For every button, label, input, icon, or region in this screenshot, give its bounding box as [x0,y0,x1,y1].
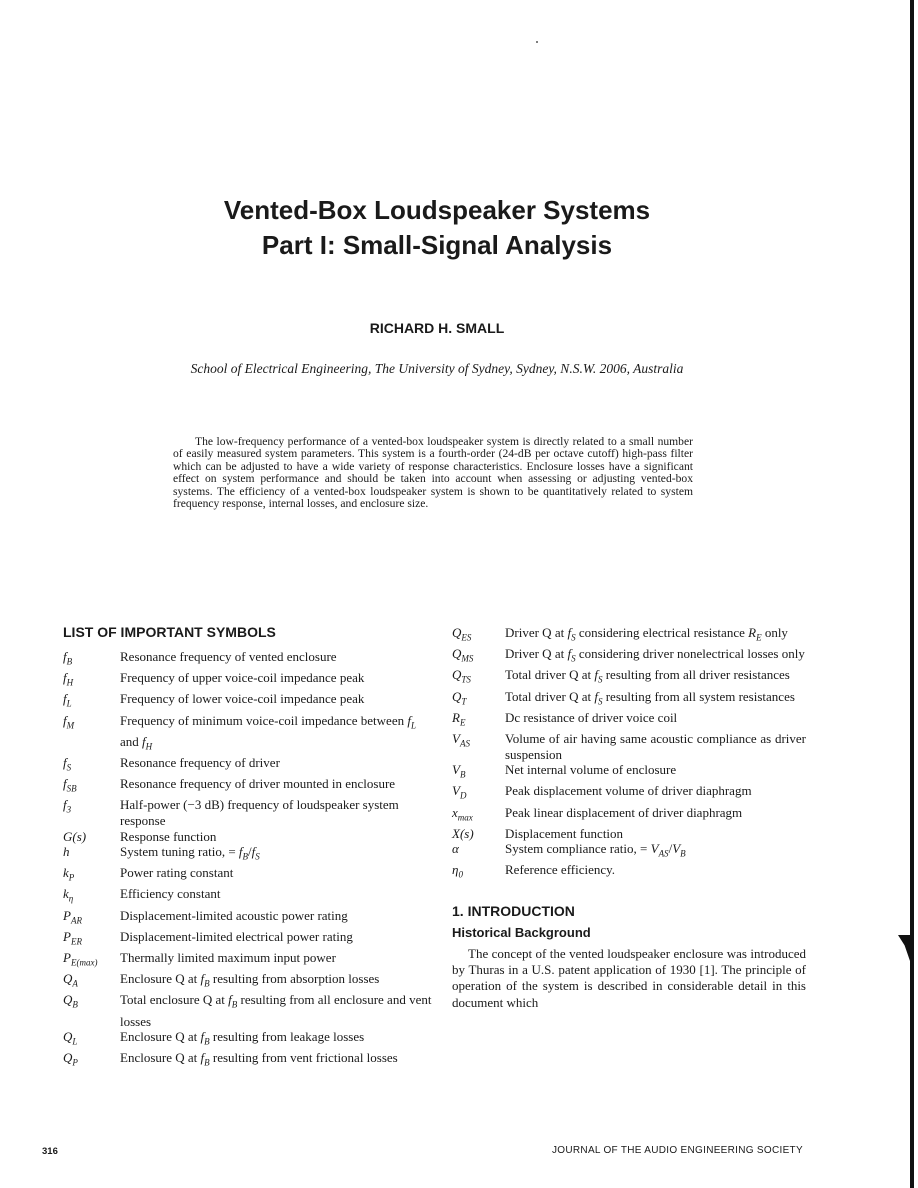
symbol-row [63,670,433,691]
symbol-row [63,865,433,886]
symbol-description: Driver Q at $f_S$ considering electrical resistance $R_E$ only [505,625,788,643]
symbol-base: X(s) [452,825,474,841]
symbol-base: R [452,709,460,725]
symbol-subscript: D [459,790,467,801]
symbols-column-left [63,624,433,1072]
symbol-row [452,646,806,667]
symbol [452,710,505,731]
symbol-base: α [452,841,459,857]
symbol-description: System compliance ratio, = $V_{AS}/V_B$ [505,841,686,859]
symbol-subscript: H [66,677,74,688]
symbol-row [63,776,433,797]
symbol-description: Enclosure Q at $f_B$ resulting from absorption losses [120,971,380,989]
symbol-row [452,826,806,842]
symbol-base: f [63,649,67,664]
symbol-base: k [63,886,69,902]
symbol-base: η [452,862,459,878]
symbol [452,841,505,862]
scan-border [910,0,914,1188]
symbol [63,797,120,828]
symbol [452,762,505,783]
symbol-description: Frequency of minimum voice-coil impedance between $f_L$ and $f_H$ [120,712,416,752]
symbol-description: Frequency of lower voice-coil impedance peak [120,691,365,707]
symbol-description: Enclosure Q at $f_B$ resulting from vent frictional losses [120,1050,398,1068]
symbol [63,844,120,865]
symbol [452,826,505,842]
symbol [63,865,120,886]
symbol-row [63,950,433,971]
symbol-description: Volume of air having same acoustic compliance as driver suspension [505,730,806,762]
symbol-row [63,992,433,1029]
symbol-description: Net internal volume of enclosure [505,762,677,778]
symbol [63,713,120,755]
symbol-description: Peak displacement volume of driver diaphragm [505,783,752,799]
symbol-base: P [63,950,71,966]
symbol [452,805,505,826]
symbol [452,625,505,646]
symbol-description: Efficiency constant [120,886,221,902]
symbol-description: Resonance frequency of vented enclosure [120,649,337,664]
symbol-description: Thermally limited maximum input power [120,950,336,966]
symbol [63,829,120,845]
symbol-description: Resonance frequency of driver [120,754,280,770]
symbol [452,862,505,883]
symbol-row [63,691,433,712]
symbol [63,670,120,691]
symbol [63,908,120,929]
symbol-row [452,783,806,804]
symbol-subscript: ER [70,936,82,947]
symbol-description: Displacement-limited electrical power rating [120,928,353,944]
symbol-subscript: T [461,696,467,707]
symbols-list-right [452,625,806,884]
symbol-description: Reference efficiency. [505,862,616,878]
symbol-base: k [63,865,69,881]
symbol-description: Displacement-limited acoustic power rating [120,907,348,923]
symbol-subscript: AS [459,738,470,749]
symbol-subscript: 0 [458,870,463,881]
symbol [63,1050,120,1071]
journal-name: JOURNAL OF THE AUDIO ENGINEERING SOCIETY [552,1145,803,1156]
symbol [452,689,505,710]
abstract: The low-frequency performance of a vented-box loudspeaker system is directly related to a small number of easily measured system parameters. This system is a fourth-order (24-dB per octave cutoff) high-pass filter which can be adjusted to have a wide variety of response characteristics. Enclosure losses have a significant effect on system performance and should be taken into account when assessing or adjusting vented-box systems. The efficiency of a vented-box loudspeaker system is shown to be quantitatively related to system frequency response, internal losses, and enclosure size. [173,435,693,511]
symbol-description: Frequency of upper voice-coil impedance peak [120,670,365,686]
symbol-base: f [63,712,67,728]
symbol-base: f [63,670,67,686]
symbol-row [63,886,433,907]
symbol [63,886,120,907]
symbol-subscript: E(max) [70,957,98,968]
symbol-description: Driver Q at $f_S$ considering driver nonelectrical losses only [505,646,805,664]
symbol-subscript: MS [461,653,474,664]
symbol-base: f [63,797,67,813]
symbol-base: Q [63,971,73,987]
symbol-subscript: A [72,978,78,989]
symbol-base: f [63,691,67,707]
symbol-base: V [452,730,460,746]
symbol-row [452,667,806,688]
symbol-base: V [452,783,460,799]
symbol-row [452,841,806,862]
symbol-subscript: η [68,894,74,905]
symbol [63,755,120,776]
symbol-base: Q [452,688,462,704]
symbol-row [63,1029,433,1050]
symbol [452,667,505,688]
symbol-row [452,731,806,762]
symbol-description: Response function [120,828,217,844]
author: RICHARD H. SMALL [369,320,505,336]
symbol-description: System tuning ratio, = $f_B/f_S$ [120,844,260,862]
symbol-subscript: L [72,1036,78,1047]
symbol-base: Q [63,1050,73,1066]
symbol-row [452,762,806,783]
symbol-row [452,689,806,710]
symbol [452,783,505,804]
symbol-base: f [63,754,67,770]
symbol-description: Enclosure Q at $f_B$ resulting from leakage losses [120,1029,365,1047]
symbol-row [63,797,433,828]
symbol-base: V [452,762,460,778]
symbol [63,776,120,797]
symbol-row [452,862,806,883]
title-line-2: Part I: Small-Signal Analysis [261,230,613,260]
symbol-row [63,1050,433,1071]
symbol-description: Total driver Q at $f_S$ resulting from all system resistances [505,688,795,707]
symbol-description: Peak linear displacement of driver diaphragm [505,804,743,820]
symbol-base: Q [452,625,462,640]
affiliation: School of Electrical Engineering, The University of Sydney, Sydney, N.S.W. 2006, Australia [190,361,684,376]
symbol-subscript: S [66,762,72,773]
intro-paragraph: The concept of the vented loudspeaker enclosure was introduced by Thuras in a U.S. patent application of 1930 [1]. The principle of operation of the system is described in considerable detail in this document which [452,945,806,1010]
symbol-row [63,844,433,865]
symbol-base: Q [63,992,73,1008]
symbol-row [452,805,806,826]
symbols-column-right [452,625,806,1011]
symbol [63,950,120,971]
symbols-heading: LIST OF IMPORTANT SYMBOLS [63,624,276,640]
symbol-description: Resonance frequency of driver mounted in enclosure [120,776,396,792]
symbol-description: Power rating constant [120,865,234,881]
symbol-row [63,829,433,845]
symbols-list-left [63,649,433,1072]
symbol-base: h [63,844,70,860]
symbol-subscript: B [72,1000,78,1010]
symbol-description: Displacement function [505,825,624,841]
symbol-description: Total driver Q at $f_S$ resulting from all driver resistances [505,667,790,685]
symbol-row [63,929,433,950]
symbol-base: Q [63,1029,73,1045]
symbol-base: f [63,776,67,792]
symbol [63,971,120,992]
symbol-subscript: E [459,717,466,728]
symbol-base: P [63,907,71,923]
symbol-subscript: TS [461,674,471,685]
symbol [63,691,120,712]
symbol-row [63,908,433,929]
symbol-base: x [452,804,458,820]
symbol-row [63,649,433,670]
symbol-subscript: SB [66,783,77,794]
symbol-subscript: M [66,720,75,731]
symbol-subscript: P [72,1057,78,1068]
symbol-description: Half-power (−3 dB) frequency of loudspeaker system response [120,797,399,828]
symbol-row [452,625,806,646]
symbol-subscript: 3 [66,804,72,815]
symbol-base: Q [452,667,462,683]
symbol-description: Dc resistance of driver voice coil [505,709,678,725]
symbol-row [452,710,806,731]
symbol-row [63,755,433,776]
symbol-base: Q [452,646,462,662]
symbol-subscript: AR [70,915,82,926]
title-line-1: Vented-Box Loudspeaker Systems [223,195,651,225]
symbol [63,1029,120,1050]
symbol-subscript: P [68,872,75,883]
subsection-heading: Historical Background [452,924,591,940]
scan-speck [536,41,538,43]
section-heading: 1. INTRODUCTION [452,902,575,919]
symbol [452,646,505,667]
symbol-row [63,713,433,755]
page-number: 316 [42,1146,58,1157]
symbol [63,649,120,670]
symbol-base: G(s) [63,828,87,844]
symbol-base: P [63,928,71,944]
symbol-subscript: B [66,656,73,667]
symbol-subscript: max [457,812,473,823]
symbol-row [63,971,433,992]
symbol-description: Total enclosure Q at $f_B$ resulting from all enclosure and vent losses [120,992,432,1029]
symbol-subscript: L [66,698,72,709]
symbol [63,992,120,1029]
symbol-subscript: ES [461,632,472,643]
symbol-subscript: B [459,769,466,780]
symbol [452,731,505,762]
symbol [63,929,120,950]
